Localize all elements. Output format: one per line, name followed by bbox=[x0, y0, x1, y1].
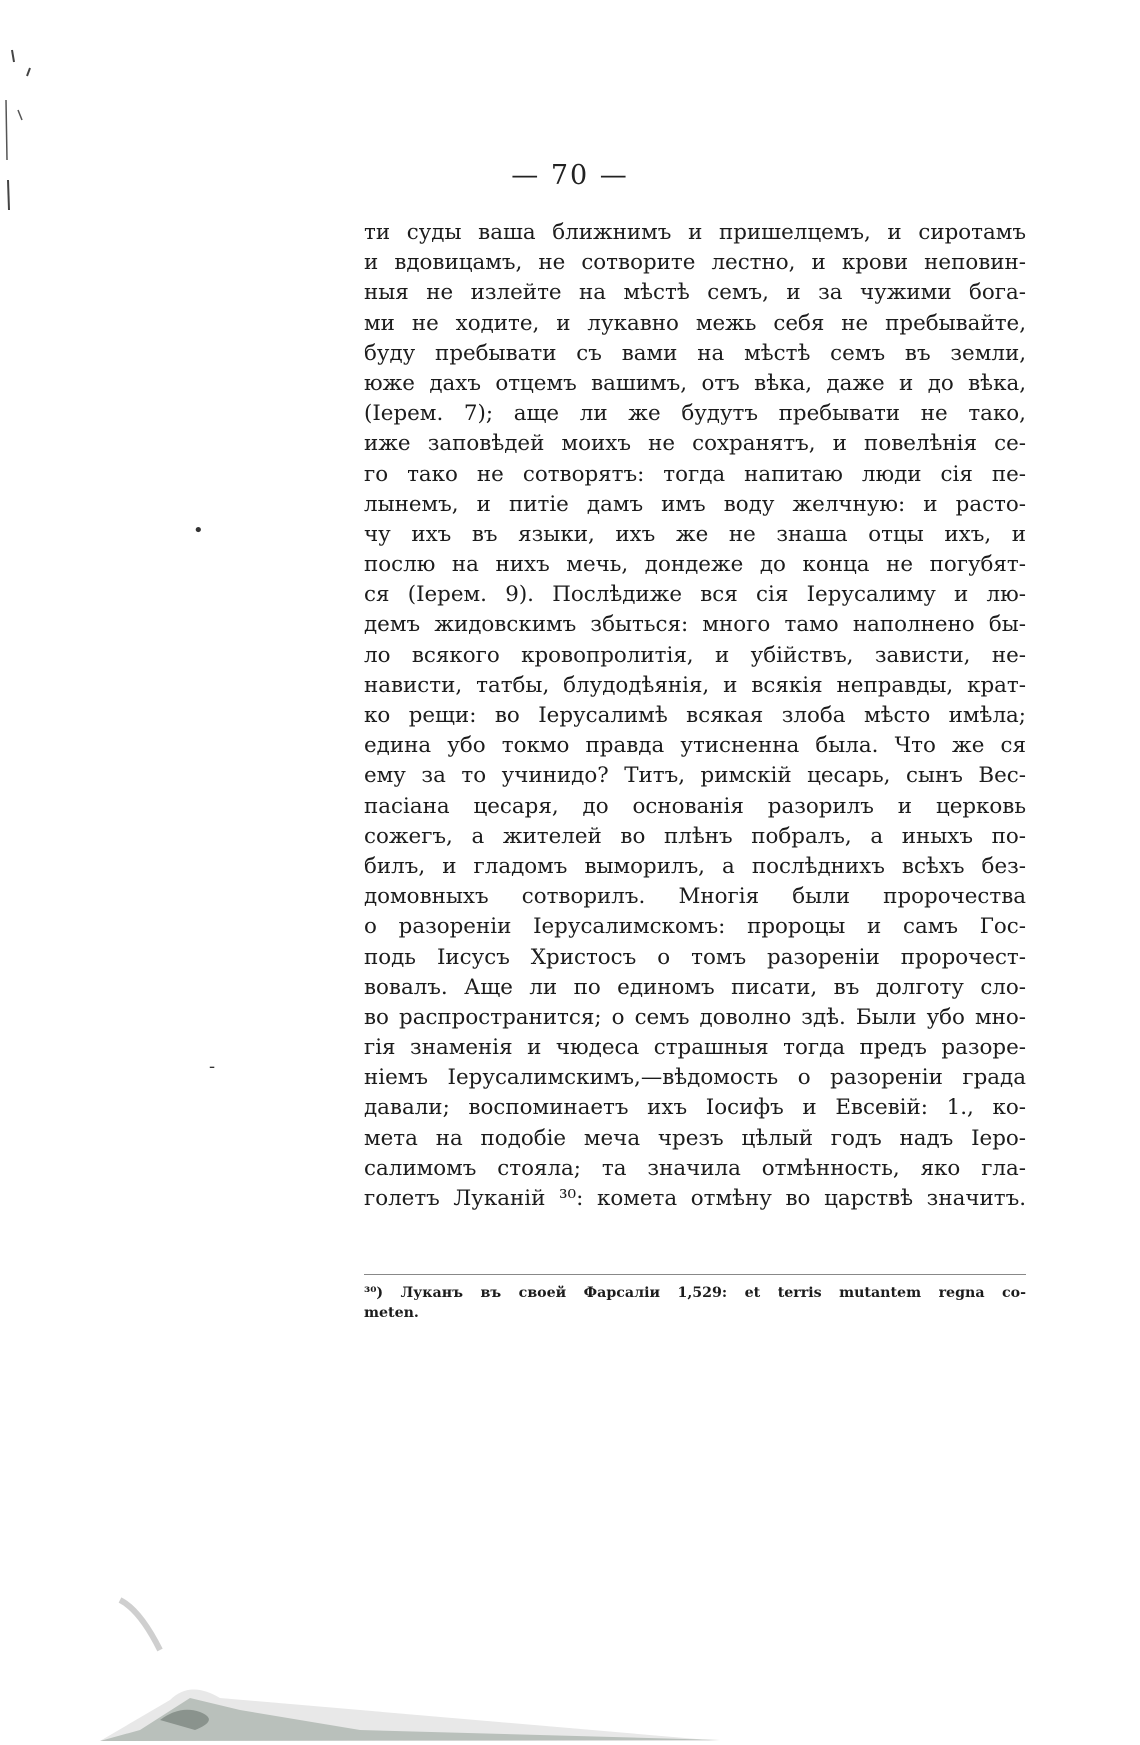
body-text bbox=[364, 218, 1026, 1214]
text-line: ко рещи: во Iерусалимѣ всякая злоба мѣсто имѣла; bbox=[364, 703, 1026, 728]
text-line: ти суды ваша ближнимъ и пришелцемъ, и сиротамъ bbox=[364, 220, 1026, 245]
page-corner-scan-artifact bbox=[100, 1580, 720, 1741]
text-line: сожегъ, а жителей во плѣнъ побралъ, а иныхъ по- bbox=[364, 823, 1026, 849]
text-line: билъ, и гладомъ выморилъ, а послѣднихъ всѣхъ без- bbox=[364, 853, 1026, 879]
text-line: ся (Iерем. 9). Послѣдиже вся сія Iерусалиму и лю- bbox=[364, 582, 1026, 608]
margin-dash-mark: - bbox=[209, 1056, 216, 1077]
text-line: едина убо токмо правда утисненна была. Что же ся bbox=[364, 733, 1026, 759]
text-line: пасіана цесаря, до основанія разорилъ и церковь bbox=[364, 793, 1026, 819]
text-line: буду пребывати съ вами на мѣстѣ семъ въ земли, bbox=[364, 340, 1026, 366]
text-line: юже дахъ отцемъ вашимъ, отъ вѣка, даже и до вѣка, bbox=[364, 370, 1026, 396]
text-line: ми не ходите, и лукавно межь себя не пребывайте, bbox=[364, 310, 1026, 336]
text-line: иже заповѣдей моихъ не сохранятъ, и повелѣнія се- bbox=[364, 431, 1026, 457]
text-line: мета на подобіе меча чрезъ цѣлый годъ надъ Iеро- bbox=[364, 1125, 1026, 1151]
text-line: (Iерем. 7); аще ли же будутъ пребывати не тако, bbox=[364, 401, 1026, 427]
footnote-line: ³⁰) Луканъ въ своей Фарсаліи 1,529: et terris mutantem regna co- bbox=[364, 1285, 1026, 1301]
text-line: давали; воспоминаетъ ихъ Iосифъ и Евсевій: 1., ко- bbox=[364, 1095, 1026, 1121]
footnote-separator bbox=[364, 1274, 1026, 1275]
text-line: ныя не излейте на мѣстѣ семъ, и за чужими бога- bbox=[364, 280, 1026, 306]
text-line: подь Iисусъ Христосъ о томъ разореніи пророчест- bbox=[364, 944, 1026, 970]
margin-dot-mark: • bbox=[193, 520, 204, 541]
torn-edge-shape bbox=[100, 1580, 720, 1741]
text-line: лынемъ, и питіе дамъ имъ воду желчную: и расто- bbox=[364, 491, 1026, 517]
footnote bbox=[364, 1283, 1026, 1323]
page-number: — 70 — bbox=[511, 160, 629, 191]
text-line: во распространится; о семъ доволно здѣ. Были убо мно- bbox=[364, 1004, 1026, 1030]
text-line: чу ихъ въ языки, ихъ же не знаша отцы ихъ, и bbox=[364, 521, 1026, 547]
text-line: го тако не сотворятъ: тогда напитаю люди сія пе- bbox=[364, 461, 1026, 487]
text-line: домовныхъ сотворилъ. Многія были пророчества bbox=[364, 884, 1026, 910]
text-line: ніемъ Iерусалимскимъ,—вѣдомость о разореніи града bbox=[364, 1065, 1026, 1091]
binding-edge-marks bbox=[0, 40, 40, 240]
text-line: демъ жидовскимъ збыться: много тамо наполнено бы- bbox=[364, 612, 1026, 638]
text-line: нависти, татбы, блудодѣянія, и всякія неправды, крат- bbox=[364, 672, 1026, 698]
text-line: послю на нихъ мечь, дондеже до конца не погубят- bbox=[364, 552, 1026, 578]
footnote-line: meten. bbox=[364, 1305, 419, 1321]
text-line: ему за то учинидо? Титъ, римскій цесарь, сынъ Вес- bbox=[364, 763, 1026, 789]
text-line: салимомъ стояла; та значила отмѣнность, яко гла- bbox=[364, 1155, 1026, 1181]
text-line: о разореніи Iерусалимскомъ: пророцы и самъ Гос- bbox=[364, 914, 1026, 940]
text-line: голетъ Луканій ³⁰: комета отмѣну во царствѣ значитъ. bbox=[364, 1186, 1026, 1211]
text-line: ло всякого кровопролитія, и убійствъ, зависти, не- bbox=[364, 642, 1026, 668]
text-line: гія знаменія и чюдеса страшныя тогда предъ разоре- bbox=[364, 1035, 1026, 1061]
text-line: и вдовицамъ, не сотворите лестно, и крови неповин- bbox=[364, 250, 1026, 276]
text-line: вовалъ. Аще ли по единомъ писати, въ долготу сло- bbox=[364, 974, 1026, 1000]
scan-artifact-left bbox=[0, 40, 40, 240]
